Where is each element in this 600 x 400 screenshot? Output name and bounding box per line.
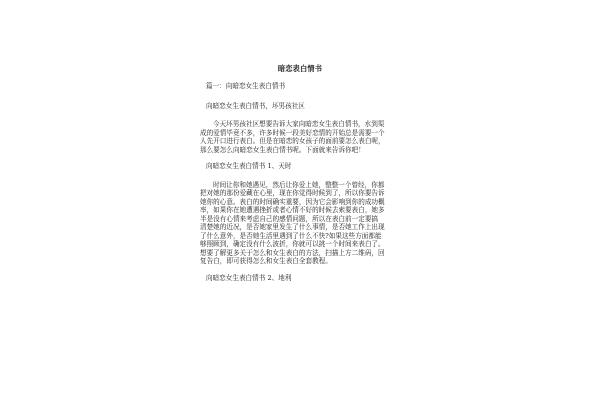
paragraph-line: 成的爱情毕竟不多，许多时候一段美好恋情的开始总是需要一个 [200, 128, 385, 137]
subheading-3-text: 向暗恋女生表白情书 2、地利 [206, 273, 292, 282]
paragraph-line: 她你的心意。表白的时间确实重要，因为它会影响到你的成功概 [200, 197, 385, 206]
subheading-2-text: 向暗恋女生表白情书 1、天时 [206, 162, 292, 170]
subheading-1-text: 向暗恋女生表白情书，坏男孩社区 [206, 101, 305, 110]
paragraph-line: 半是没有心情来考虑自己的感情问题，所以在表白前一定要搞 [200, 214, 379, 223]
section-heading-text: 篇一：向暗恋女生表白情书 [206, 82, 286, 90]
section-heading [200, 82, 400, 91]
subheading-2 [200, 162, 400, 171]
paragraph-line: 人先开口进行表白。但是在暗恋的女孩子的面前要怎么表白呢， [200, 137, 385, 145]
document-title: 暗恋表白情书 [277, 64, 323, 73]
paragraph-line: 今天坏男孩社区想要告诉大家向暗恋女生表白情书，水到渠 [213, 120, 385, 128]
document-body [200, 64, 400, 292]
paragraph-line: 那么要怎么向暗恋女生表白情书呢。下面就来告诉你吧！ [200, 145, 365, 154]
paragraph-line: 率，如果你在她遭遇挫折或者心情不好的时候去索要表白，她多 [200, 206, 385, 214]
paragraph-line: 清楚她的近况，是否她家里发生了什么事情，是否她工作上出现 [200, 223, 385, 231]
paragraph-line: 把对她的那份爱藏在心里，现在你觉得时候到了，所以你要告诉 [200, 189, 385, 197]
paragraph-line: 想要了解更多关于怎么和女生表白的方法，扫描上方二维码，回 [200, 248, 385, 257]
paragraph-line: 复告白，即可获得怎么和女生表白全套教程。 [200, 257, 332, 265]
paragraph-line: 够照顾到，确定没有什么波折，你就可以挑一个时间来表白了。 [200, 240, 385, 248]
paragraph-line: 了什么意外，是否她生活里遇到了什么不快?如果这些方面都能 [200, 231, 382, 240]
subheading-1 [200, 102, 400, 111]
subheading-3 [200, 274, 400, 283]
paragraph-2 [200, 181, 400, 266]
paragraph-1 [200, 120, 400, 154]
paragraph-line: 时间让你和她遇见，然后让你爱上她，整整一个曾经，你都 [213, 180, 385, 189]
